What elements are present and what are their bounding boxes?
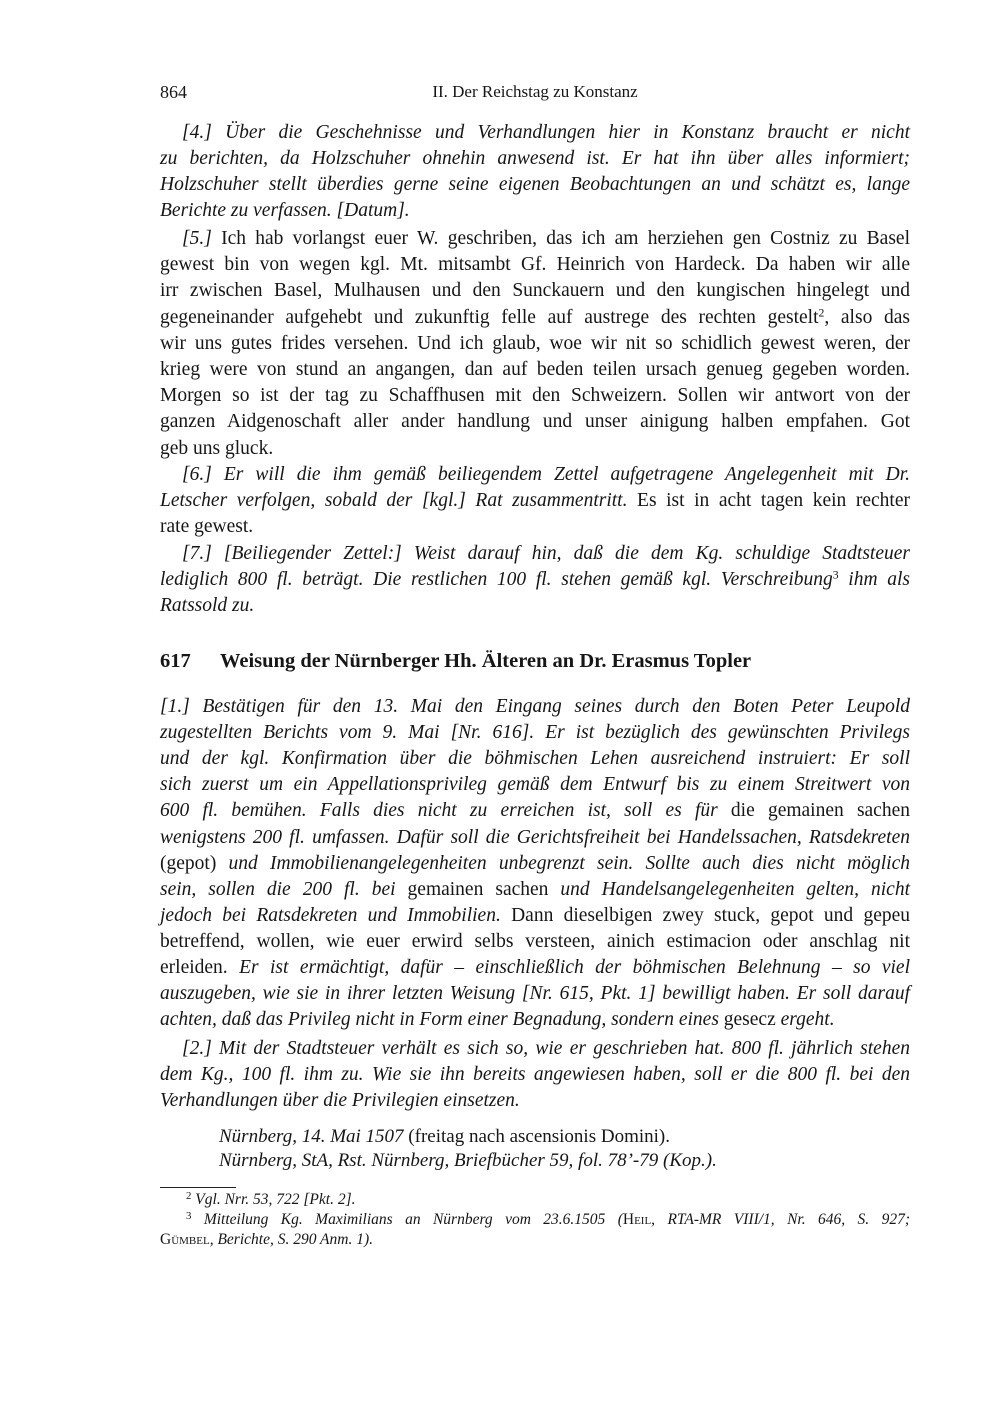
text-run: Gümbel: [160, 1231, 210, 1248]
text-run: [1.] Bestätigen für den 13. Mai den Eingang seines durch den Boten Peter Leupold: [160, 696, 910, 717]
text-run: rate gewest.: [160, 516, 254, 537]
text-line: [160, 173, 910, 197]
text-line: [160, 306, 910, 330]
dateline-line: [219, 1125, 670, 1149]
text-run: ergeht.: [780, 1009, 835, 1031]
text-run: gemainen sachen: [395, 878, 561, 900]
text-run: (gepot): [160, 852, 217, 874]
footnote-separator: [160, 1187, 236, 1188]
text-run: lediglich 800 fl. beträgt. Die restlichen 100 fl. stehen gemäß kgl. Verschreibung: [160, 569, 833, 590]
text-line: [160, 956, 910, 980]
text-run: [5.]: [182, 228, 212, 249]
text-run: Nürnberg, 14. Mai 1507: [219, 1126, 404, 1147]
text-run: achten, daß das Privileg nicht in Form einer Begnadung, sondern eines: [160, 1009, 719, 1031]
document-title: Weisung der Nürnberger Hh. Älteren an Dr. Erasmus Topler: [220, 650, 752, 672]
running-head-title: II. Der Reichstag zu Konstanz: [432, 82, 638, 101]
text-run: , Berichte, S. 290 Anm. 1).: [209, 1231, 373, 1248]
document-number: 617: [160, 650, 191, 672]
text-run: (freitag nach ascensionis Domini).: [403, 1126, 670, 1147]
text-line: [160, 747, 910, 771]
text-run: ihm als: [838, 569, 911, 590]
text-line: [160, 384, 910, 408]
text-run: [2.] Mit der Stadtsteuer verhält es sich so, wie er geschrieben hat. 800 fl. jährlich stehen: [182, 1038, 910, 1059]
text-line: [160, 199, 910, 223]
text-run: Ich hab vorlangst euer W. geschriben, das ich am herziehen gen Costniz zu Basel: [211, 228, 910, 249]
text-run: die gemainen sachen: [717, 800, 910, 822]
text-run: zu berichten, da Holzschuher ohnehin anwesend ist. Er hat ihn über alles informiert;: [160, 148, 910, 169]
text-run: Dann dieselbigen zwey stuck, gepot und gepeu: [500, 904, 910, 926]
running-head: [160, 82, 910, 106]
text-line: [182, 1037, 910, 1061]
text-run: 600 fl. bemühen. Falls dies nicht zu erreichen ist, soll es für: [160, 800, 718, 822]
text-line: [160, 279, 910, 303]
text-run: Heil: [622, 1211, 652, 1228]
text-run: [6.] Er will die ihm gemäß beiliegendem Zettel aufgetragene Angelegenheit mit Dr.: [182, 464, 910, 485]
footnote-marker: 2: [186, 1190, 192, 1203]
text-run: , also das: [824, 306, 910, 328]
text-run: und der kgl. Konfirmation über die böhmischen Lehen ausreichend instruiert: Er soll: [160, 748, 910, 770]
text-line: [160, 489, 910, 513]
text-run: Letscher verfolgen, sobald der [kgl.] Rat zusammentritt.: [160, 490, 628, 511]
text-line: [160, 253, 910, 277]
text-line: [160, 904, 910, 928]
text-run: und Immobilienangelegenheiten unbegrenzt sein. Sollte auch dies nicht möglich: [216, 852, 910, 874]
text-run: ganzen Aidgenoschaft aller ander handlung und unser ainigung halben empfahen. Got: [160, 411, 910, 433]
text-run: wenigstens 200 fl. umfassen. Dafür soll die Gerichtsfreiheit bei Handelssachen, Ratsdekreten: [160, 826, 910, 848]
text-run: betreffend, wollen, wie euer erwird selbs versteen, ainich estimacion oder anschlag nit: [160, 930, 910, 952]
text-run: Er ist ermächtigt, dafür – einschließlich der böhmischen Belehnung – so viel: [239, 957, 911, 978]
text-run: geb uns gluck.: [160, 437, 274, 459]
text-run: Holzschuher stellt überdies gerne seine eigenen Beobachtungen an und schätzt es, lange: [160, 174, 910, 195]
footnote-line: [160, 1230, 910, 1250]
text-run: irr zwischen Basel, Mulhausen und den Sunckauern und den kungischen hingelegt und: [160, 280, 910, 302]
text-line: [160, 1063, 910, 1087]
footnote-marker: 3: [832, 568, 839, 582]
text-run: krieg were von stund an angangen, dan auf beden teilen ursach genueg gegeben worden.: [160, 359, 910, 380]
text-line: [182, 121, 910, 145]
text-run: Mitteilung Kg. Maximilians an Nürnberg vom 23.6.1505 (: [191, 1211, 623, 1228]
text-run: [4.] Über die Geschehnisse und Verhandlungen hier in Konstanz braucht er nicht: [182, 122, 910, 143]
text-run: , RTA-MR VIII/1, Nr. 646, S. 927;: [651, 1211, 910, 1228]
text-line: [160, 721, 910, 745]
text-line: [182, 542, 910, 566]
footnote-marker: 3: [186, 1210, 192, 1223]
text-run: Berichte zu verfassen. [Datum].: [160, 200, 410, 221]
text-line: [160, 1008, 910, 1032]
dateline-line: [219, 1149, 717, 1173]
text-run: erleiden.: [160, 957, 240, 978]
text-line: [160, 410, 910, 434]
text-run: Vgl. Nrr. 53, 722 [Pkt. 2].: [191, 1191, 356, 1208]
text-run: zugestellten Berichts vom 9. Mai [Nr. 616]. Er ist bezüglich des gewünschten Privilegs: [160, 722, 910, 744]
text-line: [160, 147, 910, 171]
footnote-line: [186, 1210, 910, 1230]
text-line: [160, 1089, 910, 1113]
page-number: 864: [160, 82, 187, 102]
text-line: [160, 568, 910, 592]
text-run: auszugeben, wie sie in ihrer letzten Weisung [Nr. 615, Pkt. 1] bewilligt haben. Er soll darauf: [160, 983, 910, 1005]
text-line: [182, 227, 910, 251]
text-run: Es ist in acht tagen kein rechter: [627, 490, 910, 511]
text-run: sich zuerst um ein Appellationsprivileg gemäß dem Entwurf bis zu einem Streitwert von: [160, 774, 910, 796]
text-line: [160, 773, 910, 797]
text-line: [160, 594, 910, 618]
text-line: [160, 437, 910, 461]
text-line: [160, 799, 910, 823]
text-run: jedoch bei Ratsdekreten und Immobilien.: [160, 904, 501, 926]
text-line: [160, 852, 910, 876]
text-line: [160, 982, 910, 1006]
text-line: [160, 332, 910, 356]
text-run: dem Kg., 100 fl. ihm zu. Wie sie ihn bereits angewiesen haben, soll er die 800 fl. bei den: [160, 1064, 910, 1085]
text-run: gewest bin von wegen kgl. Mt. mitsambt Gf. Heinrich von Hardeck. Da haben wir alle: [160, 254, 910, 276]
document-heading: [160, 650, 910, 673]
text-line: [160, 358, 910, 382]
text-line: [182, 463, 910, 487]
text-run: Nürnberg, StA, Rst. Nürnberg, Briefbücher 59, fol. 78’-79 (Kop.).: [219, 1150, 717, 1171]
text-run: [7.] [Beiliegender Zettel:] Weist darauf hin, daß die dem Kg. schuldige Stadtsteuer: [182, 543, 910, 564]
text-run: gegeneinander aufgehebt und zukunftig felle auf austrege des rechten gestelt: [160, 306, 819, 328]
text-line: [160, 878, 910, 902]
text-run: Verhandlungen über die Privilegien einsetzen.: [160, 1090, 520, 1111]
footnote-line: [186, 1190, 910, 1210]
text-run: Ratssold zu.: [160, 595, 255, 616]
text-run: und Handelsangelegenheiten gelten, nicht: [560, 878, 910, 900]
text-run: Morgen so ist der tag zu Schaffhusen mit den Schweizern. Sollen wir antwort von der: [160, 385, 910, 407]
text-run: sein, sollen die 200 fl. bei: [160, 878, 396, 900]
text-line: [160, 695, 910, 719]
footnote-marker: 2: [818, 306, 825, 320]
text-line: [160, 826, 910, 850]
text-run: wir uns gutes frides versehen. Und ich glaub, woe wir nit so schidlich gewest weren, der: [160, 332, 910, 354]
text-line: [160, 930, 910, 954]
text-run: gesecz: [718, 1009, 781, 1031]
text-line: [160, 515, 910, 539]
